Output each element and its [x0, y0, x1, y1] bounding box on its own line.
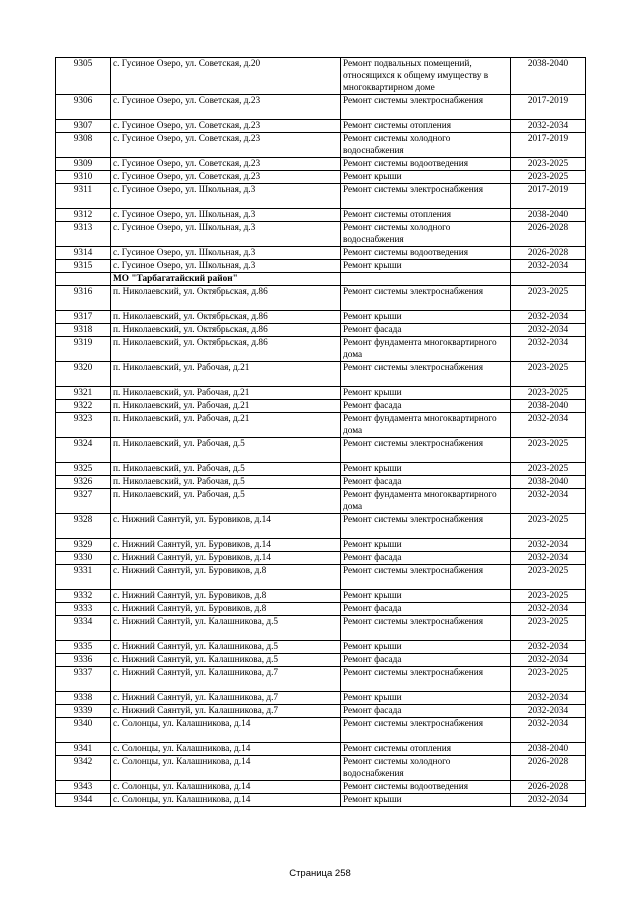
row-number: 9305	[56, 58, 111, 95]
table-row	[56, 641, 586, 654]
address-cell: с. Гусиное Озеро, ул. Советская, д.23	[111, 133, 341, 158]
table-row	[56, 603, 586, 616]
work-type-cell: Ремонт фасада	[341, 603, 511, 616]
table-row	[56, 222, 586, 247]
table-row	[56, 95, 586, 120]
work-type-cell: Ремонт крыши	[341, 590, 511, 603]
work-type-cell: Ремонт фасада	[341, 654, 511, 667]
period-cell: 2023-2025	[511, 667, 586, 692]
table-row	[56, 133, 586, 158]
row-number: 9323	[56, 413, 111, 438]
work-type-cell: Ремонт системы электроснабжения	[341, 667, 511, 692]
row-number: 9344	[56, 794, 111, 807]
table-row	[56, 692, 586, 705]
period-cell: 2026-2028	[511, 247, 586, 260]
work-type-cell: Ремонт системы электроснабжения	[341, 362, 511, 387]
row-number: 9308	[56, 133, 111, 158]
period-cell: 2023-2025	[511, 565, 586, 590]
period-cell: 2032-2034	[511, 705, 586, 718]
period-cell: 2023-2025	[511, 590, 586, 603]
table-row	[56, 387, 586, 400]
table-row	[56, 362, 586, 387]
period-cell: 2017-2019	[511, 95, 586, 120]
period-cell	[511, 273, 586, 286]
work-type-cell: Ремонт системы водоотведения	[341, 158, 511, 171]
period-cell: 2038-2040	[511, 476, 586, 489]
period-cell: 2032-2034	[511, 489, 586, 514]
row-number: 9333	[56, 603, 111, 616]
row-number: 9320	[56, 362, 111, 387]
table-body	[56, 58, 586, 807]
period-cell: 2032-2034	[511, 413, 586, 438]
table-row	[56, 794, 586, 807]
address-cell: с. Нижний Саянтуй, ул. Буровиков, д.8	[111, 565, 341, 590]
work-type-cell: Ремонт системы электроснабжения	[341, 718, 511, 743]
row-number: 9318	[56, 324, 111, 337]
work-type-cell: Ремонт крыши	[341, 311, 511, 324]
row-number: 9335	[56, 641, 111, 654]
address-cell: с. Солонцы, ул. Калашникова, д.14	[111, 743, 341, 756]
table-row	[56, 616, 586, 641]
repair-schedule-table	[55, 57, 586, 807]
period-cell: 2023-2025	[511, 616, 586, 641]
table-row	[56, 171, 586, 184]
work-type-cell: Ремонт крыши	[341, 171, 511, 184]
work-type-cell: Ремонт системы холодного водоснабжения	[341, 222, 511, 247]
table-row	[56, 463, 586, 476]
address-cell: с. Гусиное Озеро, ул. Школьная, д.3	[111, 209, 341, 222]
row-number: 9336	[56, 654, 111, 667]
table-row	[56, 565, 586, 590]
work-type-cell: Ремонт крыши	[341, 539, 511, 552]
period-cell: 2032-2034	[511, 654, 586, 667]
table-row	[56, 718, 586, 743]
table-row	[56, 756, 586, 781]
work-type-cell: Ремонт системы холодного водоснабжения	[341, 133, 511, 158]
address-cell: с. Нижний Саянтуй, ул. Буровиков, д.14	[111, 539, 341, 552]
table-row	[56, 247, 586, 260]
period-cell: 2017-2019	[511, 184, 586, 209]
row-number: 9337	[56, 667, 111, 692]
table-row	[56, 514, 586, 539]
address-cell: с. Гусиное Озеро, ул. Школьная, д.3	[111, 260, 341, 273]
period-cell: 2023-2025	[511, 438, 586, 463]
page-number: Страница 258	[289, 868, 351, 879]
period-cell: 2032-2034	[511, 311, 586, 324]
address-cell: с. Гусиное Озеро, ул. Школьная, д.3	[111, 247, 341, 260]
work-type-cell: Ремонт крыши	[341, 692, 511, 705]
row-number: 9324	[56, 438, 111, 463]
row-number: 9340	[56, 718, 111, 743]
address-cell: с. Солонцы, ул. Калашникова, д.14	[111, 718, 341, 743]
work-type-cell: Ремонт системы водоотведения	[341, 781, 511, 794]
address-cell: с. Солонцы, ул. Калашникова, д.14	[111, 756, 341, 781]
address-cell: п. Николаевский, ул. Рабочая, д.21	[111, 362, 341, 387]
work-type-cell: Ремонт фундамента многоквартирного дома	[341, 413, 511, 438]
period-cell: 2032-2034	[511, 603, 586, 616]
address-cell: п. Николаевский, ул. Рабочая, д.5	[111, 476, 341, 489]
row-number: 9330	[56, 552, 111, 565]
work-type-cell: Ремонт крыши	[341, 260, 511, 273]
period-cell: 2023-2025	[511, 158, 586, 171]
table-row	[56, 539, 586, 552]
period-cell: 2023-2025	[511, 362, 586, 387]
work-type-cell: Ремонт системы электроснабжения	[341, 616, 511, 641]
work-type-cell: Ремонт системы электроснабжения	[341, 95, 511, 120]
address-cell: п. Николаевский, ул. Рабочая, д.5	[111, 438, 341, 463]
table-row	[56, 260, 586, 273]
address-cell: п. Николаевский, ул. Октябрьская, д.86	[111, 337, 341, 362]
address-cell: с. Нижний Саянтуй, ул. Буровиков, д.14	[111, 552, 341, 565]
period-cell: 2023-2025	[511, 286, 586, 311]
row-number: 9309	[56, 158, 111, 171]
address-cell: с. Гусиное Озеро, ул. Школьная, д.3	[111, 222, 341, 247]
row-number: 9334	[56, 616, 111, 641]
section-header-row	[56, 273, 586, 286]
row-number: 9326	[56, 476, 111, 489]
row-number: 9342	[56, 756, 111, 781]
period-cell: 2032-2034	[511, 120, 586, 133]
work-type-cell: Ремонт системы электроснабжения	[341, 514, 511, 539]
row-number: 9343	[56, 781, 111, 794]
period-cell: 2017-2019	[511, 133, 586, 158]
table-row	[56, 400, 586, 413]
row-number: 9325	[56, 463, 111, 476]
row-number: 9307	[56, 120, 111, 133]
table-row	[56, 438, 586, 463]
address-cell: п. Николаевский, ул. Рабочая, д.21	[111, 400, 341, 413]
period-cell: 2026-2028	[511, 222, 586, 247]
address-cell: п. Николаевский, ул. Октябрьская, д.86	[111, 324, 341, 337]
address-cell: с. Нижний Саянтуй, ул. Буровиков, д.8	[111, 603, 341, 616]
period-cell: 2038-2040	[511, 209, 586, 222]
table-row	[56, 476, 586, 489]
row-number: 9321	[56, 387, 111, 400]
address-cell: п. Николаевский, ул. Октябрьская, д.86	[111, 311, 341, 324]
address-cell: МО "Тарбагатайский район"	[111, 273, 341, 286]
work-type-cell: Ремонт системы электроснабжения	[341, 184, 511, 209]
work-type-cell: Ремонт фасада	[341, 324, 511, 337]
address-cell: с. Солонцы, ул. Калашникова, д.14	[111, 794, 341, 807]
row-number: 9341	[56, 743, 111, 756]
row-number: 9338	[56, 692, 111, 705]
period-cell: 2023-2025	[511, 463, 586, 476]
table-row	[56, 781, 586, 794]
table-row	[56, 489, 586, 514]
period-cell: 2023-2025	[511, 171, 586, 184]
work-type-cell: Ремонт подвальных помещений, относящихся к общему имуществу в многоквартирном доме	[341, 58, 511, 95]
address-cell: с. Гусиное Озеро, ул. Советская, д.23	[111, 171, 341, 184]
period-cell: 2026-2028	[511, 781, 586, 794]
table-row	[56, 58, 586, 95]
table-row	[56, 413, 586, 438]
work-type-cell: Ремонт фундамента многоквартирного дома	[341, 489, 511, 514]
work-type-cell: Ремонт крыши	[341, 463, 511, 476]
period-cell: 2032-2034	[511, 718, 586, 743]
period-cell: 2032-2034	[511, 641, 586, 654]
period-cell: 2032-2034	[511, 337, 586, 362]
address-cell: с. Нижний Саянтуй, ул. Буровиков, д.8	[111, 590, 341, 603]
table-row	[56, 286, 586, 311]
work-type-cell: Ремонт системы электроснабжения	[341, 565, 511, 590]
table-row	[56, 158, 586, 171]
row-number: 9339	[56, 705, 111, 718]
address-cell: с. Нижний Саянтуй, ул. Калашникова, д.5	[111, 641, 341, 654]
row-number: 9314	[56, 247, 111, 260]
work-type-cell: Ремонт системы водоотведения	[341, 247, 511, 260]
address-cell: с. Нижний Саянтуй, ул. Буровиков, д.14	[111, 514, 341, 539]
work-type-cell: Ремонт крыши	[341, 794, 511, 807]
work-type-cell: Ремонт системы отопления	[341, 120, 511, 133]
address-cell: п. Николаевский, ул. Октябрьская, д.86	[111, 286, 341, 311]
table-row	[56, 654, 586, 667]
work-type-cell: Ремонт крыши	[341, 387, 511, 400]
table-row	[56, 590, 586, 603]
address-cell: с. Гусиное Озеро, ул. Советская, д.23	[111, 120, 341, 133]
row-number: 9313	[56, 222, 111, 247]
address-cell: с. Нижний Саянтуй, ул. Калашникова, д.5	[111, 654, 341, 667]
address-cell: с. Нижний Саянтуй, ул. Калашникова, д.5	[111, 616, 341, 641]
period-cell: 2026-2028	[511, 756, 586, 781]
row-number: 9317	[56, 311, 111, 324]
work-type-cell: Ремонт системы электроснабжения	[341, 438, 511, 463]
table-row	[56, 184, 586, 209]
row-number: 9322	[56, 400, 111, 413]
work-type-cell: Ремонт системы холодного водоснабжения	[341, 756, 511, 781]
work-type-cell: Ремонт системы отопления	[341, 209, 511, 222]
row-number: 9315	[56, 260, 111, 273]
address-cell: с. Нижний Саянтуй, ул. Калашникова, д.7	[111, 667, 341, 692]
address-cell: с. Солонцы, ул. Калашникова, д.14	[111, 781, 341, 794]
row-number: 9312	[56, 209, 111, 222]
period-cell: 2032-2034	[511, 260, 586, 273]
work-type-cell	[341, 273, 511, 286]
address-cell: с. Гусиное Озеро, ул. Школьная, д.3	[111, 184, 341, 209]
period-cell: 2032-2034	[511, 794, 586, 807]
address-cell: с. Гусиное Озеро, ул. Советская, д.23	[111, 95, 341, 120]
period-cell: 2032-2034	[511, 552, 586, 565]
table-row	[56, 743, 586, 756]
row-number: 9327	[56, 489, 111, 514]
work-type-cell: Ремонт фасада	[341, 552, 511, 565]
period-cell: 2038-2040	[511, 58, 586, 95]
work-type-cell: Ремонт системы электроснабжения	[341, 286, 511, 311]
period-cell: 2023-2025	[511, 387, 586, 400]
work-type-cell: Ремонт системы отопления	[341, 743, 511, 756]
period-cell: 2038-2040	[511, 400, 586, 413]
row-number: 9329	[56, 539, 111, 552]
row-number: 9331	[56, 565, 111, 590]
row-number: 9316	[56, 286, 111, 311]
row-number: 9306	[56, 95, 111, 120]
row-number: 9328	[56, 514, 111, 539]
address-cell: с. Нижний Саянтуй, ул. Калашникова, д.7	[111, 705, 341, 718]
work-type-cell: Ремонт фундамента многоквартирного дома	[341, 337, 511, 362]
table-row	[56, 311, 586, 324]
table-row	[56, 705, 586, 718]
row-number	[56, 273, 111, 286]
work-type-cell: Ремонт фасада	[341, 705, 511, 718]
address-cell: п. Николаевский, ул. Рабочая, д.21	[111, 413, 341, 438]
work-type-cell: Ремонт фасада	[341, 400, 511, 413]
address-cell: п. Николаевский, ул. Рабочая, д.5	[111, 463, 341, 476]
period-cell: 2038-2040	[511, 743, 586, 756]
period-cell: 2032-2034	[511, 692, 586, 705]
address-cell: п. Николаевский, ул. Рабочая, д.5	[111, 489, 341, 514]
table-row	[56, 667, 586, 692]
row-number: 9319	[56, 337, 111, 362]
period-cell: 2032-2034	[511, 539, 586, 552]
address-cell: с. Нижний Саянтуй, ул. Калашникова, д.7	[111, 692, 341, 705]
table-row	[56, 552, 586, 565]
address-cell: с. Гусиное Озеро, ул. Советская, д.23	[111, 158, 341, 171]
address-cell: с. Гусиное Озеро, ул. Советская, д.20	[111, 58, 341, 95]
row-number: 9311	[56, 184, 111, 209]
table-row	[56, 324, 586, 337]
address-cell: п. Николаевский, ул. Рабочая, д.21	[111, 387, 341, 400]
table-row	[56, 209, 586, 222]
table-row	[56, 120, 586, 133]
work-type-cell: Ремонт крыши	[341, 641, 511, 654]
row-number: 9310	[56, 171, 111, 184]
work-type-cell: Ремонт фасада	[341, 476, 511, 489]
table-row	[56, 337, 586, 362]
period-cell: 2023-2025	[511, 514, 586, 539]
period-cell: 2032-2034	[511, 324, 586, 337]
row-number: 9332	[56, 590, 111, 603]
